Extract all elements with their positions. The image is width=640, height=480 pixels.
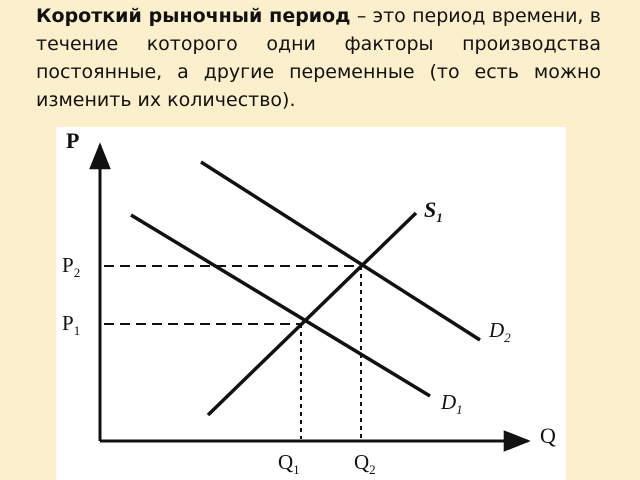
definition-body: – это период времени, в течение которого одни факторы производства постоянные, а другие переменные (то есть можно изменить их количество). <box>36 5 601 111</box>
x-axis-label: Q <box>540 423 556 448</box>
y-axis-label: P <box>66 128 80 153</box>
demand-curve-d2 <box>201 162 480 340</box>
supply-curve-s1 <box>208 213 416 415</box>
supply-demand-graph <box>56 127 566 480</box>
quantity-label-q1: $Q_1$ <box>278 450 300 477</box>
price-label-p1: $P_1$ <box>62 311 81 338</box>
demand-curve-d1-label: $D_1$ <box>441 390 463 417</box>
definition-text <box>36 2 601 114</box>
definition-term: Короткий рыночный период <box>36 5 351 27</box>
quantity-label-q2: $Q_2$ <box>354 450 376 477</box>
price-label-p2: $P_2$ <box>62 253 81 280</box>
demand-curve-d2-label: $D_2$ <box>489 318 511 345</box>
supply-curve-label: $S_1$ <box>424 197 443 225</box>
